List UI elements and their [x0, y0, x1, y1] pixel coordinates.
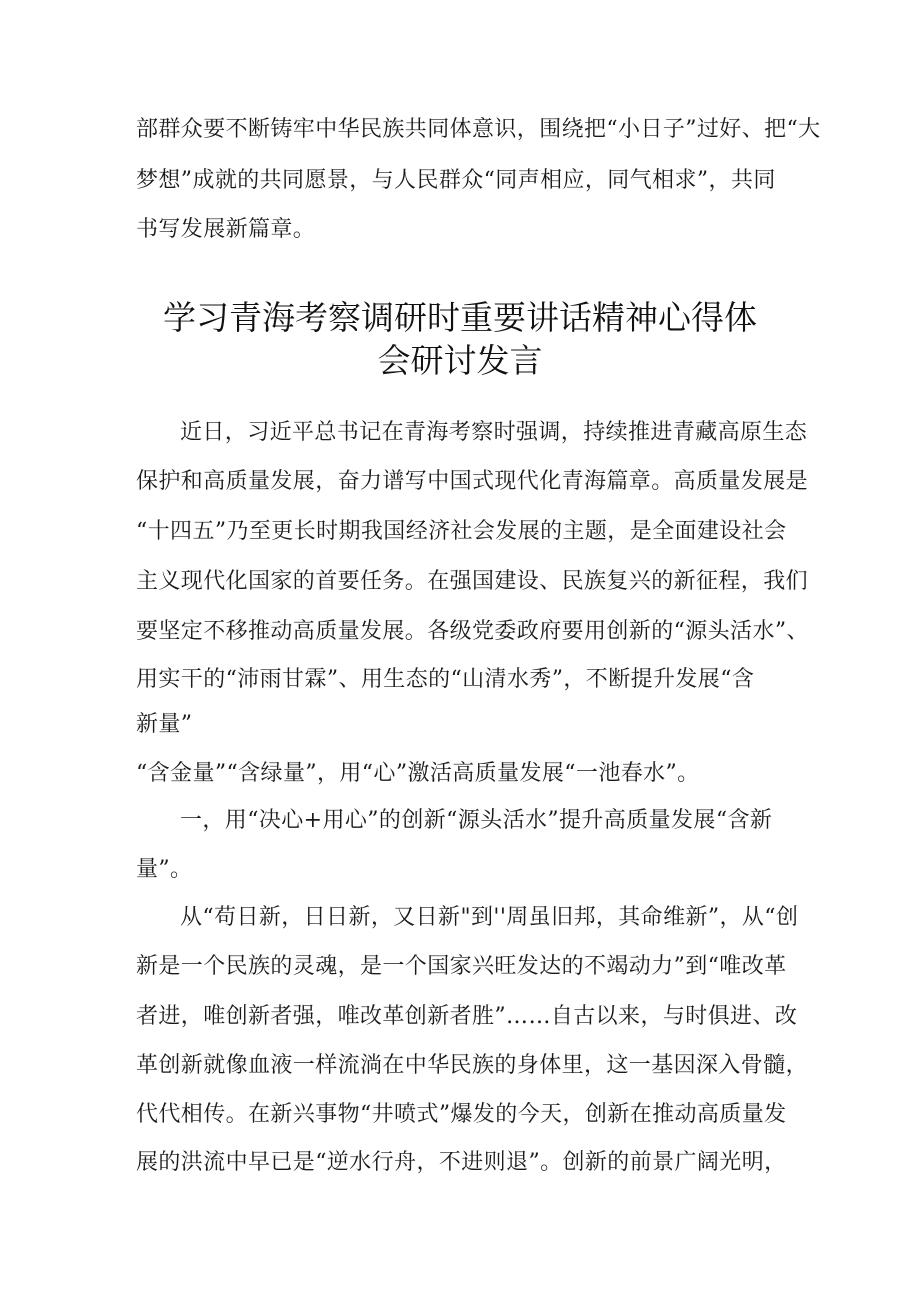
- paragraph-line: 革创新就像血液一样流淌在中华民族的身体里，这一基因深入骨髓，: [136, 1053, 809, 1078]
- paragraph-line: 展的洪流中早已是“逆水行舟，不进则退”。创新的前景广阔光明，: [136, 1150, 787, 1175]
- intro-line: 书写发展新篇章。: [136, 217, 316, 242]
- paragraph-line: 保护和高质量发展，奋力谱写中国式现代化青海篇章。高质量发展是: [136, 469, 809, 494]
- paragraph-line: 代代相传。在新兴事物“井喷式”爆发的今天，创新在推动高质量发: [136, 1102, 787, 1127]
- paragraph-line: 近日，习近平总书记在青海考察时强调，持续推进青藏高原生态: [180, 420, 808, 445]
- document-title-line-1: 学习青海考察调研时重要讲话精神心得体: [163, 298, 757, 337]
- section-heading-line: 量”。: [136, 857, 193, 882]
- intro-line: 部群众要不断铸牢中华民族共同体意识，围绕把“小日子”过好、把“大: [136, 117, 821, 142]
- paragraph-line: 主义现代化国家的首要任务。在强国建设、民族复兴的新征程，我们: [136, 569, 809, 594]
- paragraph-line: 从“苟日新，日日新，又日新"到''周虽旧邦，其命维新”，从“创: [180, 905, 799, 930]
- paragraph-line: 用实干的“沛雨甘霖”、用生态的“山清水秀”，不断提升发展“含: [136, 667, 755, 692]
- paragraph-line: 者进，唯创新者强，唯改革创新者胜”……自古以来，与时俱进、改: [136, 1004, 798, 1029]
- intro-line: 梦想”成就的共同愿景，与人民群众“同声相应，同气相求”，共同: [136, 168, 776, 193]
- document-title-line-2: 会研讨发言: [377, 341, 543, 380]
- paragraph-line: 要坚定不移推动高质量发展。各级党委政府要用创新的“源头活水”、: [136, 619, 809, 644]
- paragraph-line: “十四五”乃至更长时期我国经济社会发展的主题，是全面建设社会: [136, 519, 787, 544]
- section-heading-line: 一，用“决心+用心”的创新“源头活水”提升高质量发展“含新: [180, 808, 773, 833]
- paragraph-line: “含金量”“含绿量”，用“心”激活高质量发展“一池春水”。: [136, 761, 700, 786]
- paragraph-line: 新量”: [136, 712, 193, 737]
- paragraph-line: 新是一个民族的灵魂，是一个国家兴旺发达的不竭动力”到“唯改革: [136, 954, 787, 979]
